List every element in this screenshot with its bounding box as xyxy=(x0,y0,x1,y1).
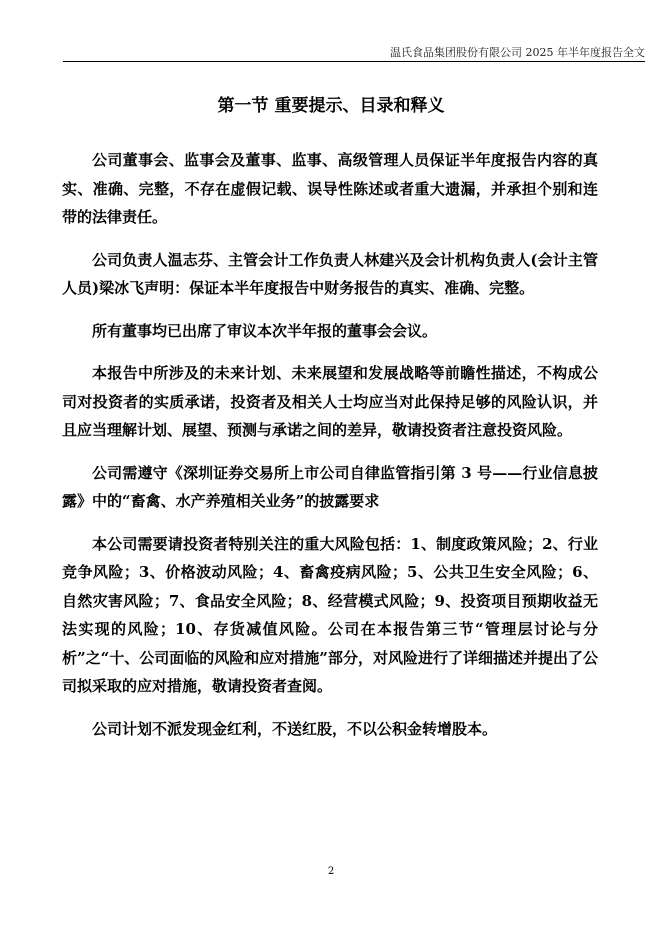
document-body xyxy=(62,146,598,757)
paragraph-board-attendance: 所有董事均已出席了审议本次半年报的董事会会议。 xyxy=(92,321,438,340)
document-header: 温氏食品集团股份有限公司 2025 年半年度报告全文 xyxy=(390,46,645,59)
page-number: 2 xyxy=(327,866,335,877)
paragraph-disclosure-guideline: 公司需遵守《深圳证券交易所上市公司自律监管指引第 3 号——行业信息披露》中的“畜禽、水产养殖相关业务”的披露要求 xyxy=(62,463,598,510)
paragraph-forward-looking-disclaimer: 本报告中所涉及的未来计划、未来展望和发展战略等前瞻性描述，不构成公司对投资者的实质承诺，投资者及相关人士均应当对此保持足够的风险认识，并且应当理解计划、展望、预测与承诺之间的差异，敬请投资者注意投资风险。 xyxy=(62,364,598,439)
paragraph-responsibility-statement: 公司董事会、监事会及董事、监事、高级管理人员保证半年度报告内容的真实、准确、完整，不存在虚假记载、误导性陈述或者重大遗漏，并承担个别和连带的法律责任。 xyxy=(62,151,598,226)
paragraph-major-risks: 本公司需要请投资者特别关注的重大风险包括：1、制度政策风险；2、行业竞争风险；3、价格波动风险；4、畜禽疫病风险；5、公共卫生安全风险；6、自然灾害风险；7、食品安全风险；8、经营模式风险；9、投资项目预期收益无法实现的风险；10、存货减值风险。公司在本报告第三节“管理层讨论与分析”之“十、公司面临的风险和应对措施”部分，对风险进行了详细描述并提出了公司拟采取的应对措施，敬请投资者查阅。 xyxy=(62,534,598,695)
section-title: 第一节 重要提示、目录和释义 xyxy=(217,96,445,116)
header-divider xyxy=(63,61,645,62)
paragraph-officer-declaration: 公司负责人温志芬、主管会计工作负责人林建兴及会计机构负责人(会计主管人员)梁冰飞声明：保证本半年度报告中财务报告的真实、准确、完整。 xyxy=(62,250,598,297)
paragraph-dividend-plan: 公司计划不派发现金红利，不送红股，不以公积金转增股本。 xyxy=(92,719,498,738)
